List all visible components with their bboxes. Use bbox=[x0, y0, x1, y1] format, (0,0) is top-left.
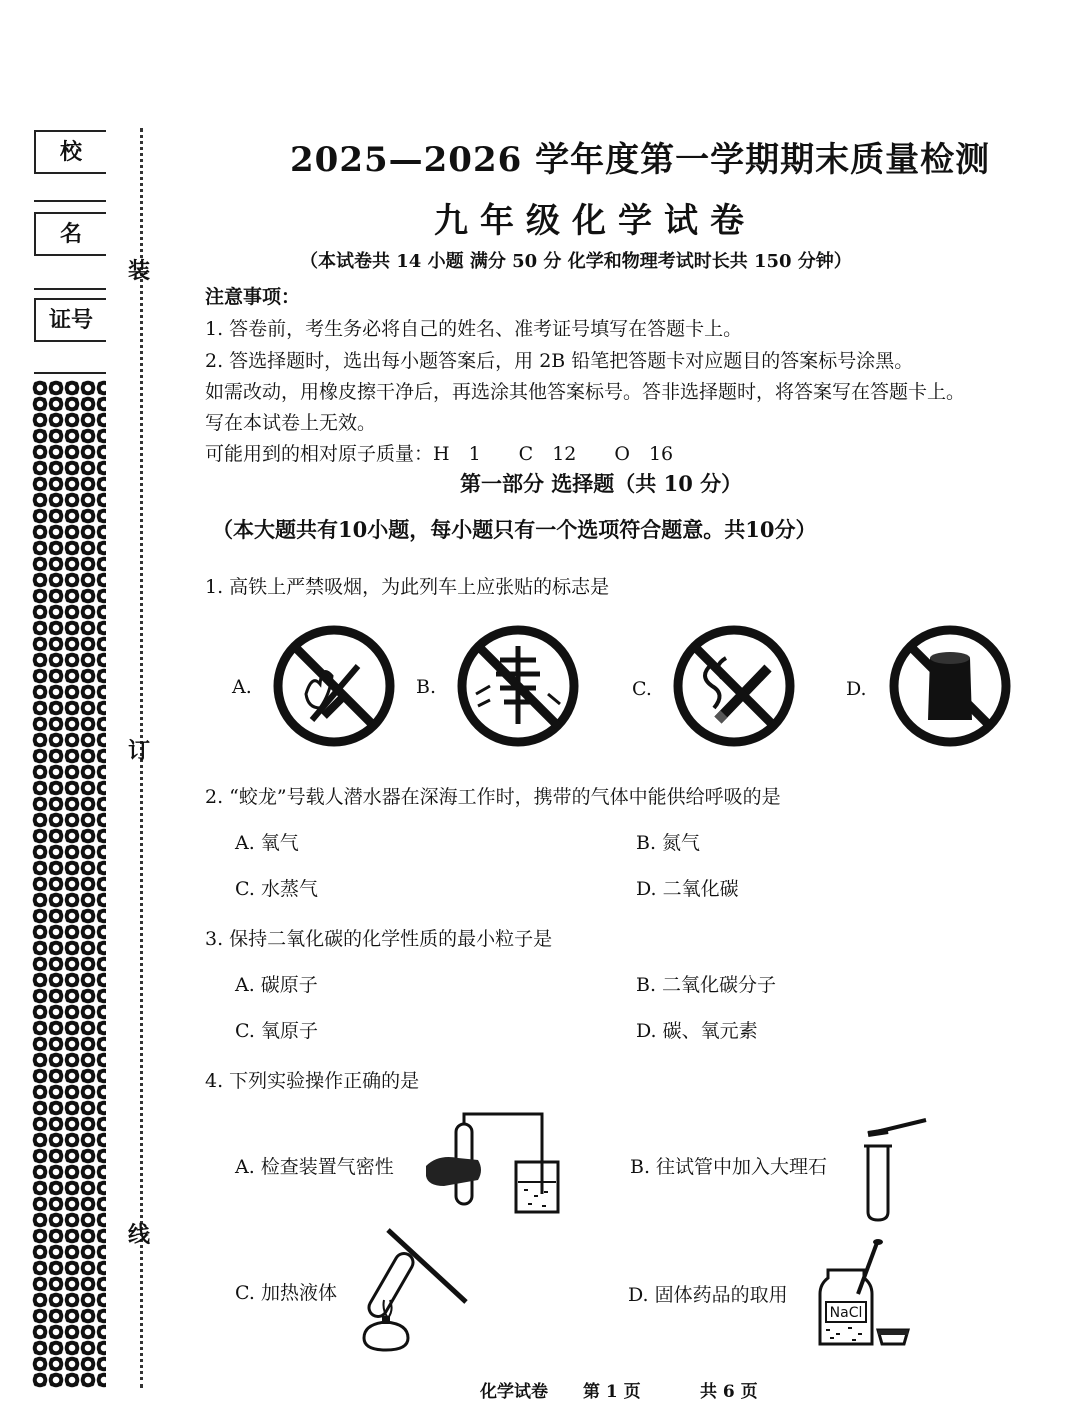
q2-option-b: B. 氮气 bbox=[636, 832, 701, 854]
q2-option-d: D. 二氧化碳 bbox=[636, 878, 739, 900]
exam-title: 2025—2026 学年度第一学期期末质量检测 bbox=[290, 140, 991, 180]
q1-label-a: A. bbox=[232, 676, 252, 698]
q4-option-c: C. 加热液体 bbox=[235, 1282, 337, 1304]
no-fire-sign-icon bbox=[272, 624, 396, 748]
q1-label-b: B. bbox=[416, 676, 437, 698]
reagent-bottle-spoon-icon bbox=[808, 1238, 912, 1350]
question-3-stem: 3. 保持二氧化碳的化学性质的最小粒子是 bbox=[205, 928, 553, 950]
q4-option-d: D. 固体药品的取用 bbox=[628, 1284, 788, 1306]
exam-subtitle: 九年级化学试卷 bbox=[434, 201, 756, 241]
no-fireworks-sign-icon bbox=[456, 624, 580, 748]
name-label: 名 bbox=[34, 212, 106, 256]
footer-subject: 化学试卷 bbox=[480, 1382, 548, 1402]
school-label: 校 bbox=[34, 130, 106, 174]
decorative-border-pattern bbox=[32, 380, 106, 1388]
section-instructions: （本大题共有10小题，每小题只有一个选项符合题意。共10分） bbox=[212, 517, 817, 542]
q2-option-a: A. 氧气 bbox=[235, 832, 299, 854]
question-4-stem: 4. 下列实验操作正确的是 bbox=[205, 1070, 420, 1092]
q3-option-d: D. 碳、氧元素 bbox=[636, 1020, 758, 1042]
question-2-stem: 2. “蛟龙”号载人潜水器在深海工作时，携带的气体中能供给呼吸的是 bbox=[205, 786, 781, 808]
binding-char-ding: 订 bbox=[128, 738, 151, 764]
footer-page: 第 1 页 bbox=[583, 1382, 641, 1402]
airtightness-check-apparatus-icon bbox=[424, 1110, 564, 1218]
notice-heading: 注意事项： bbox=[205, 286, 301, 308]
id-label: 证号 bbox=[34, 298, 106, 342]
no-smoking-sign-icon bbox=[672, 624, 796, 748]
q3-option-a: A. 碳原子 bbox=[235, 974, 318, 996]
binding-char-xian: 线 bbox=[128, 1222, 151, 1248]
id-line bbox=[34, 372, 106, 374]
binding-char-zhuang: 装 bbox=[128, 258, 151, 284]
atomic-masses: 可能用到的相对原子质量：H 1 C 12 O 16 bbox=[205, 443, 674, 465]
footer-total: 共 6 页 bbox=[700, 1382, 758, 1402]
bottle-label-text: NaCl bbox=[829, 1305, 863, 1321]
q1-label-d: D. bbox=[846, 678, 867, 700]
q1-label-c: C. bbox=[632, 678, 652, 700]
test-tube-and-tweezers-icon bbox=[858, 1114, 930, 1224]
q4-option-b: B. 往试管中加入大理石 bbox=[630, 1156, 828, 1178]
notice-item-2-end: 写在本试卷上无效。 bbox=[205, 412, 377, 434]
exam-note: （本试卷共 14 小题 满分 50 分 化学和物理考试时长共 150 分钟） bbox=[300, 251, 852, 272]
q3-option-b: B. 二氧化碳分子 bbox=[636, 974, 777, 996]
no-trash-bin-sign-icon bbox=[888, 624, 1012, 748]
q4-option-a: A. 检查装置气密性 bbox=[235, 1156, 394, 1178]
name-line bbox=[34, 288, 106, 290]
section-title: 第一部分 选择题（共 10 分） bbox=[460, 471, 743, 496]
notice-item-1: 1. 答卷前，考生务必将自己的姓名、准考证号填写在答题卡上。 bbox=[205, 318, 743, 340]
question-1-stem: 1. 高铁上严禁吸烟，为此列车上应张贴的标志是 bbox=[205, 576, 610, 598]
notice-item-2: 2. 答选择题时，选出每小题答案后，用 2B 铅笔把答题卡对应题目的答案标号涂黑。 bbox=[205, 350, 914, 372]
q2-option-c: C. 水蒸气 bbox=[235, 878, 318, 900]
heating-liquid-apparatus-icon bbox=[354, 1226, 470, 1356]
q3-option-c: C. 氧原子 bbox=[235, 1020, 318, 1042]
notice-item-2-cont: 如需改动，用橡皮擦干净后，再选涂其他答案标号。答非选择题时，将答案写在答题卡上。 bbox=[205, 381, 966, 403]
